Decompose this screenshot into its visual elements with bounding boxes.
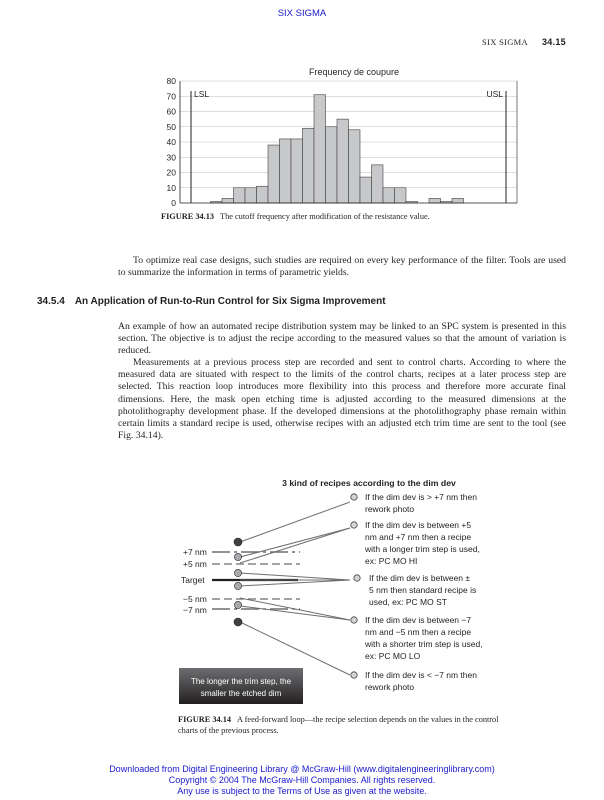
y-tick-label: 70 <box>166 91 176 102</box>
running-title: SIX SIGMA <box>482 37 528 47</box>
figure-14-label: FIGURE 34.14 <box>178 715 232 724</box>
section-heading <box>37 296 386 307</box>
measurement-dot <box>234 618 242 626</box>
measurement-dot <box>234 553 241 560</box>
recipe-icon <box>351 617 357 623</box>
footer-copyright: Copyright © 2004 The McGraw-Hill Companies. All rights reserved. <box>168 775 436 785</box>
level-label-plus5: +5 nm <box>183 559 207 569</box>
connector-5 <box>240 622 350 675</box>
recipe-5-line-2: rework photo <box>365 682 415 692</box>
measurement-dot <box>234 538 242 546</box>
recipe-4-line-2: nm and −5 nm then a recipe <box>365 627 472 637</box>
histogram-bar <box>337 119 349 203</box>
recipe-diagram <box>0 470 604 710</box>
histogram-bar <box>326 127 338 203</box>
histogram-bar <box>314 95 326 203</box>
y-tick-label: 40 <box>166 137 176 147</box>
recipe-4-line-4: ex: PC MO LO <box>365 651 421 661</box>
intro-paragraph: To optimize real case designs, such studies are required on every key performance of the filter. Tools are used to summarize the information in terms of parametric yields. <box>118 255 566 279</box>
note-line-2: smaller the etched dim <box>200 689 282 698</box>
figure-14-caption <box>178 714 508 736</box>
histogram-bar <box>234 188 246 203</box>
recipe-2-line-3: with a longer trim step is used, <box>365 544 480 554</box>
level-label-minus5: −5 nm <box>183 594 207 604</box>
section-paragraph-2: Measurements at a previous process step are recorded and sent to control charts. According to where the measured data are situated with respect to the limits of the control charts, recipes at a later process step are selected. This reaction loop introduces more flexibility into this process and therefore more accurate final dimensions. Here, the mask open etching time is adjusted according to the measured dimensions at the photolithography development phase. If the developed dimensions at the photolithography phase remain within certain limits a standard recipe is used, otherwise recipes with an adjusted etch trim time are sent to the tool (see Fig. 34.14). <box>118 357 566 442</box>
recipe-2-line-4: ex: PC MO HI <box>365 556 418 566</box>
note-line-1: The longer the trim step, the <box>190 677 292 686</box>
recipe-1-line-1: If the dim dev is > +7 nm then <box>365 492 477 502</box>
y-tick-label: 20 <box>166 167 176 178</box>
y-tick-label: 80 <box>166 76 176 86</box>
running-head <box>482 37 566 47</box>
recipe-2-line-2: nm and +7 nm then a recipe <box>365 532 472 542</box>
recipe-icon <box>351 672 357 678</box>
figure-13-text: The cutoff frequency after modification of the resistance value. <box>220 212 430 221</box>
histogram-chart <box>0 60 604 210</box>
histogram-bar <box>395 188 407 203</box>
figure-13-caption <box>161 212 430 221</box>
lsl-label: LSL <box>194 89 210 99</box>
histogram-bar <box>268 145 280 203</box>
measurement-dot <box>234 582 241 589</box>
histogram-bar <box>383 188 395 203</box>
usl-label: USL <box>486 89 503 99</box>
level-label-plus7: +7 nm <box>183 547 207 557</box>
figure-13-label: FIGURE 34.13 <box>161 212 215 221</box>
measurement-dot <box>234 601 241 608</box>
measurement-dot <box>234 569 241 576</box>
histogram-bar <box>222 198 234 203</box>
diagram-title: 3 kind of recipes according to the dim dev <box>282 478 456 488</box>
section-title: An Application of Run-to-Run Control for Six Sigma Improvement <box>74 296 386 307</box>
histogram-bar <box>245 188 257 203</box>
recipe-1-line-2: rework photo <box>365 504 415 514</box>
recipe-3-line-3: used, ex: PC MO ST <box>369 597 447 607</box>
y-tick-label: 10 <box>166 182 176 193</box>
histogram-bar <box>280 139 292 203</box>
recipe-2-line-1: If the dim dev is between +5 <box>365 520 472 530</box>
level-label-target: Target <box>181 575 205 585</box>
histogram-bar <box>303 128 315 203</box>
top-link[interactable]: SIX SIGMA <box>277 8 327 19</box>
y-tick-label: 50 <box>166 121 176 132</box>
recipe-4-line-1: If the dim dev is between −7 <box>365 615 472 625</box>
section-number: 34.5.4 <box>37 296 65 307</box>
figure-14-text: A feed-forward loop—the recipe selection depends on the values in the control charts of the previous process. <box>178 715 499 735</box>
section-paragraph-1: An example of how an automated recipe distribution system may be linked to an SPC system is presented in this section. The objective is to adjust the recipe according to the measured values so that the amount of variation is reduced. <box>118 321 566 357</box>
histogram-bar <box>360 177 372 203</box>
y-tick-label: 60 <box>166 106 176 117</box>
note-box <box>179 668 303 704</box>
connector-2b <box>240 528 350 563</box>
connector-1 <box>240 502 350 542</box>
histogram-bar <box>257 186 269 203</box>
histogram-bar <box>452 198 464 203</box>
level-label-minus7: −7 nm <box>183 605 207 615</box>
connector-4b <box>240 606 350 620</box>
y-tick-label: 30 <box>166 152 176 163</box>
histogram-bar <box>291 139 303 203</box>
recipe-icon <box>351 494 357 500</box>
chart-title: Frequency de coupure <box>308 67 400 77</box>
histogram-bar <box>349 130 361 203</box>
recipe-5-line-1: If the dim dev is < −7 nm then <box>365 670 477 680</box>
recipe-3-line-2: 5 nm then standard recipe is <box>369 585 477 595</box>
page-number: 34.15 <box>541 37 566 47</box>
footer <box>0 764 604 797</box>
recipe-icon <box>351 522 357 528</box>
recipe-3-line-1: If the dim dev is between ± <box>369 573 471 583</box>
histogram-bar <box>429 198 441 203</box>
recipe-icon <box>354 575 360 581</box>
footer-terms-link[interactable]: Any use is subject to the Terms of Use as given at the website. <box>177 786 427 796</box>
y-tick-label: 0 <box>171 198 176 208</box>
histogram-bar <box>372 165 384 203</box>
footer-download-link[interactable]: Downloaded from Digital Engineering Library @ McGraw-Hill (www.digitalengineeringlibrary.com) <box>109 764 495 774</box>
recipe-4-line-3: with a shorter trim step is used, <box>365 639 483 649</box>
